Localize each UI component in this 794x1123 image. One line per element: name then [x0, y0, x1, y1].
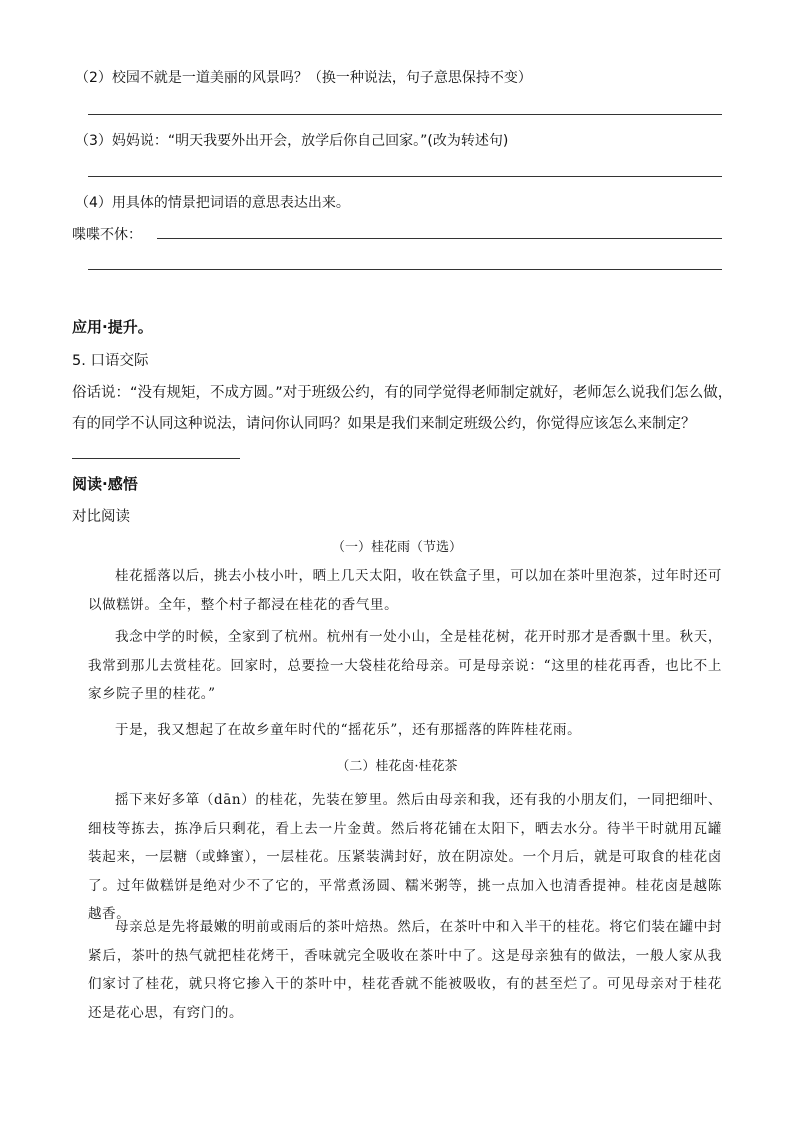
passage-2-paragraph: 母亲总是先将最嫩的明前或雨后的茶叶焙热。然后，在茶叶中和入半干的桂花。将它们装在罐中封紧后，茶叶的热气就把桂花烤干，香味就完全吸收在茶叶中了。这是母亲独有的做法，一般人家从我们家讨了桂花，就只将它掺入干的茶叶中，桂花香就不能被吸收，有的甚至烂了。可见母亲对于桂花还是花心思，有窍门的。 [88, 919, 722, 1021]
question-4-word: 喋喋不休： [72, 227, 142, 243]
item-5-text-line-2: 有的同学不认同这种说法，请问你认同吗？如果是我们来制定班级公约，你觉得应该怎么来制定？ [72, 416, 696, 432]
item-5-text-line-1: 俗话说：“没有规矩，不成方圆。”对于班级公约，有的同学觉得老师制定就好，老师怎么说我们怎么做， [72, 385, 733, 401]
answer-line-q4-a[interactable] [157, 238, 722, 239]
section-heading-reading: 阅读·感悟 [72, 475, 138, 493]
item-5-title: 5. 口语交际 [72, 353, 149, 369]
passage-1-paragraph: 于是，我又想起了在故乡童年时代的“摇花乐”，还有那摇落的阵阵桂花雨。 [115, 722, 582, 738]
passage-1-paragraph: 我念中学的时候，全家到了杭州。杭州有一处小山，全是桂花树，花开时那才是香飘十里。秋天，我常到那儿去赏桂花。回家时，总要捡一大袋桂花给母亲。可是母亲说：“这里的桂花再香，也比不上家乡院子里的桂花。” [88, 629, 722, 702]
question-3: （3）妈妈说：“明天我要外出开会，放学后你自己回家。”(改为转述句) [75, 133, 509, 149]
answer-line-q3[interactable] [88, 176, 722, 177]
question-2: （2）校园不就是一道美丽的风景吗？（换一种说法，句子意思保持不变） [75, 70, 532, 86]
passage-1-paragraph: 桂花摇落以后，挑去小枝小叶，晒上几天太阳，收在铁盒子里，可以加在茶叶里泡茶，过年时还可以做糕饼。全年，整个村子都浸在桂花的香气里。 [88, 568, 722, 613]
passage-2-title: （二）桂花卤·桂花茶 [336, 759, 458, 774]
passage-2-paragraph: 摇下来好多箪（dān）的桂花，先装在箩里。然后由母亲和我，还有我的小朋友们，一同把细叶、细枝等拣去，拣净后只剩花，看上去一片金黄。然后将花铺在太阳下，晒去水分。待半干时就用瓦罐装起来，一层糖（或蜂蜜），一层桂花。压紧装满封好，放在阴凉处。一个月后，就是可取食的桂花卤了。过年做糕饼是绝对少不了它的，平常煮汤圆、糯米粥等，挑一点加入也清香提神。桂花卤是越陈越香。 [88, 792, 722, 922]
answer-line-5[interactable] [72, 458, 240, 459]
passage-1-title: （一）桂花雨（节选） [331, 540, 462, 555]
reading-subtitle: 对比阅读 [72, 509, 130, 525]
section-heading-apply: 应用·提升。 [72, 318, 153, 336]
answer-line-q2[interactable] [88, 114, 722, 115]
answer-line-q4-b[interactable] [88, 269, 722, 270]
question-4: （4）用具体的情景把词语的意思表达出来。 [75, 195, 350, 211]
